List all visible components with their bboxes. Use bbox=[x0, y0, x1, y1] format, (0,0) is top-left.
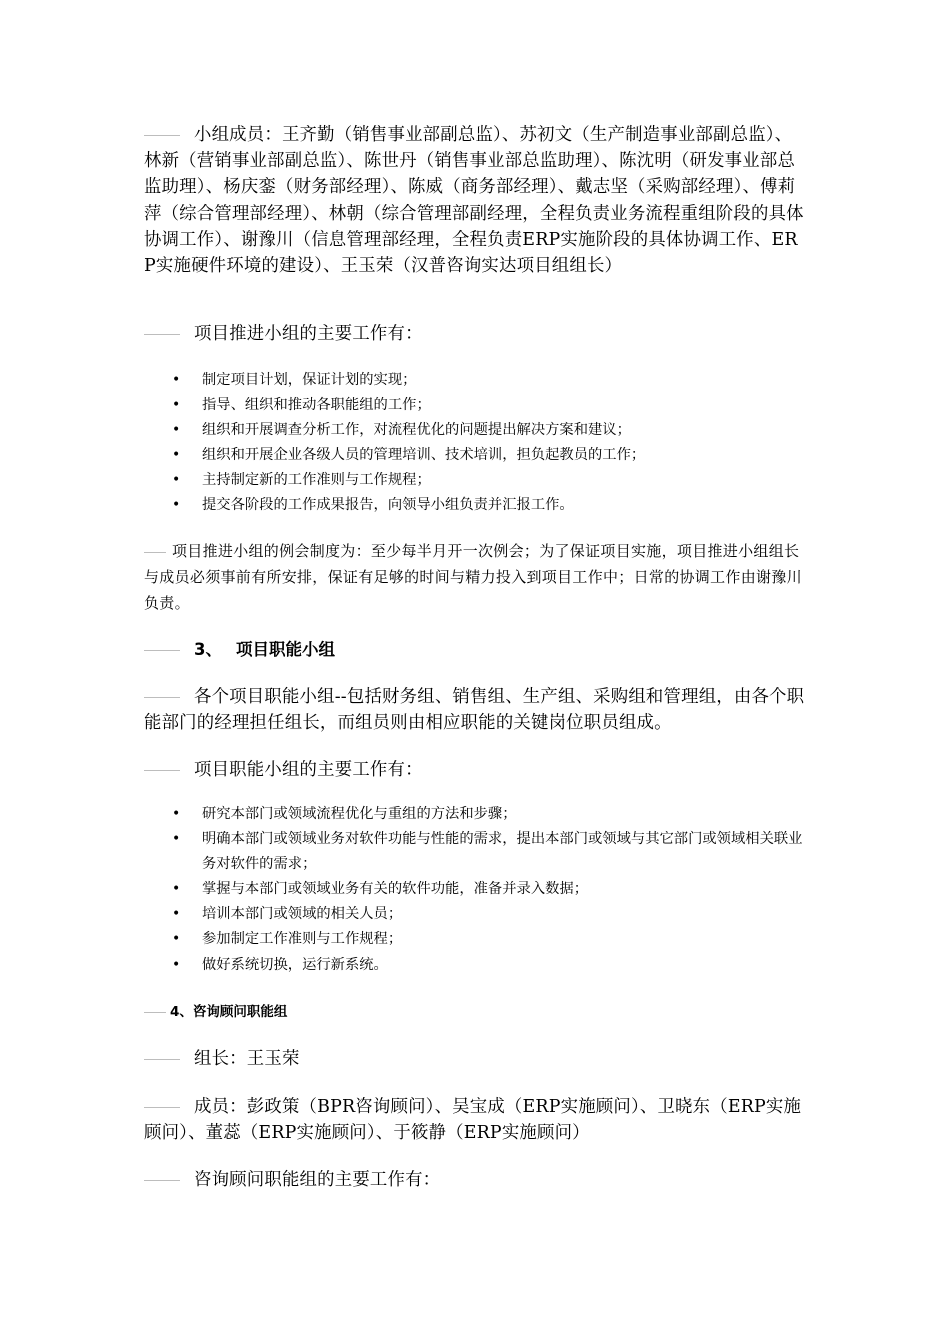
leader-dash bbox=[144, 1012, 166, 1013]
bullet-icon: • bbox=[172, 422, 181, 439]
list-item: • 培训本部门或领域的相关人员； bbox=[172, 902, 808, 927]
group-leader-line: 组长：王玉荣 bbox=[144, 1046, 808, 1072]
leader-dash bbox=[144, 135, 180, 136]
section-4-heading: 4、咨询顾问职能组 bbox=[144, 1001, 287, 1023]
list-item: • 指导、组织和推动各职能组的工作； bbox=[172, 393, 808, 418]
leader-dash bbox=[144, 552, 166, 553]
leader-dash bbox=[144, 770, 180, 771]
list-item: • 明确本部门或领域业务对软件功能与性能的需求，提出本部门或领域与其它部门或领域相关联业务对软件的需求； bbox=[172, 827, 808, 877]
bullet-icon: • bbox=[172, 956, 181, 973]
bullet-icon: • bbox=[172, 931, 181, 948]
functional-groups-paragraph: 各个项目职能小组--包括财务组、销售组、生产组、采购组和管理组，由各个职能部门的经理担任组长，而组员则由相应职能的关键岗位职员组成。 bbox=[144, 687, 805, 734]
bullet-icon: • bbox=[172, 372, 181, 388]
list-item: • 制定项目计划，保证计划的实现； bbox=[172, 368, 808, 393]
leader-dash bbox=[144, 334, 180, 335]
list-item: • 组织和开展企业各级人员的管理培训、技术培训，担负起教员的工作； bbox=[172, 443, 808, 468]
consultant-group-duties-intro: 咨询顾问职能组的主要工作有： bbox=[144, 1167, 808, 1193]
bullet-icon: • bbox=[172, 906, 181, 923]
team-members-paragraph: 小组成员：王齐勤（销售事业部副总监）、苏初文（生产制造事业部副总监）、林新（营销事业部副总监）、陈世丹（销售事业部总监助理）、陈沈明（研发事业部总监助理）、杨庆銮（财务部经理）、陈威（商务部经理）、戴志坚（采购部经理）、傅莉萍（综合管理部经理）、林朝（综合管理部副经理，全程负责业务流程重组阶段的具体协调工作）、谢豫川（信息管理部经理，全程负责ERP实施阶段的具体协调工作、ERP实施硬件环境的建设）、王玉荣（汉普咨询实达项目组组长） bbox=[144, 125, 804, 277]
list-item: • 参加制定工作准则与工作规程； bbox=[172, 927, 808, 952]
list-item: • 提交各阶段的工作成果报告，向领导小组负责并汇报工作。 bbox=[172, 493, 808, 518]
functional-group-duties-intro: 项目职能小组的主要工作有： bbox=[144, 757, 808, 783]
bullet-icon: • bbox=[172, 881, 181, 898]
leader-dash bbox=[144, 1180, 180, 1181]
list-item: • 研究本部门或领域流程优化与重组的方法和步骤； bbox=[172, 802, 808, 827]
promotion-group-duties-intro: 项目推进小组的主要工作有： bbox=[144, 321, 808, 347]
consultant-members-paragraph: 成员：彭政策（BPR咨询顾问）、吴宝成（ERP实施顾问）、卫晓东（ERP实施顾问）、董蕊（ERP实施顾问）、于筱静（ERP实施顾问） bbox=[144, 1097, 802, 1144]
list-item: • 主持制定新的工作准则与工作规程； bbox=[172, 468, 808, 493]
section-3-heading: 3、 项目职能小组 bbox=[144, 638, 335, 662]
bullet-icon: • bbox=[172, 397, 181, 414]
leader-dash bbox=[144, 1059, 180, 1060]
bullet-icon: • bbox=[172, 447, 181, 464]
list-item: • 做好系统切换，运行新系统。 bbox=[172, 953, 808, 978]
meeting-rules-paragraph: 项目推进小组的例会制度为：至少每半月开一次例会；为了保证项目实施，项目推进小组组长与成员必须事前有所安排，保证有足够的时间与精力投入到项目工作中；日常的协调工作由谢豫川负责。 bbox=[144, 542, 802, 612]
bullet-icon: • bbox=[172, 497, 181, 514]
functional-group-duties-list bbox=[172, 802, 808, 978]
bullet-icon: • bbox=[172, 472, 181, 489]
bullet-icon: • bbox=[172, 806, 181, 822]
promotion-group-duties-list bbox=[172, 368, 808, 519]
bullet-icon: • bbox=[172, 831, 181, 848]
leader-dash bbox=[144, 650, 180, 651]
leader-dash bbox=[144, 697, 180, 698]
list-item: • 掌握与本部门或领域业务有关的软件功能，准备并录入数据； bbox=[172, 877, 808, 902]
leader-dash bbox=[144, 1107, 180, 1108]
list-item: • 组织和开展调查分析工作，对流程优化的问题提出解决方案和建议； bbox=[172, 418, 808, 443]
